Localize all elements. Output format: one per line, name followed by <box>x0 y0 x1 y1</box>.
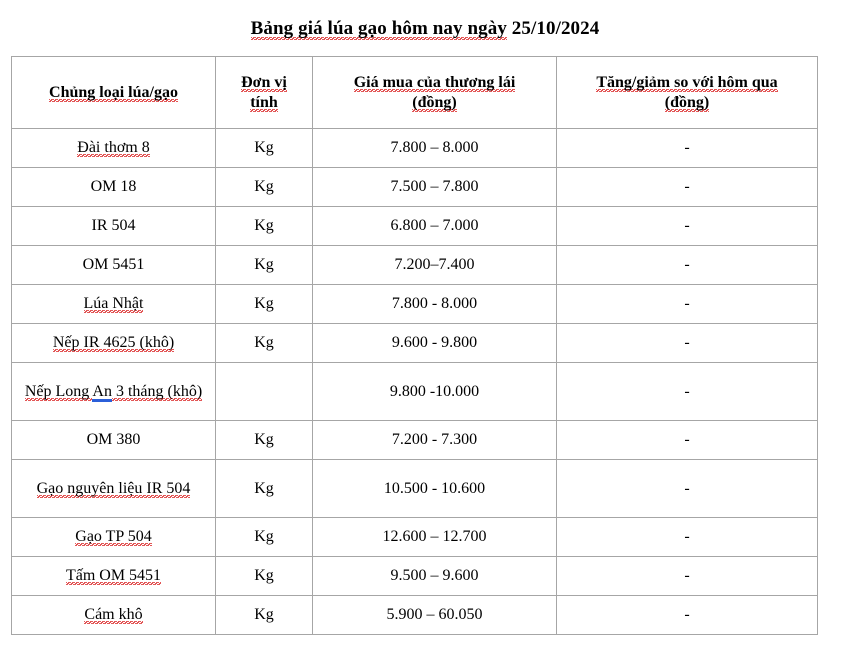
cell-unit: Kg <box>216 421 313 460</box>
column-header-delta-line1: Tăng/giảm so với hôm qua <box>596 73 778 91</box>
cell-unit: Kg <box>216 207 313 246</box>
grammar-marked-text: An <box>92 382 112 400</box>
column-header-delta-line2: (đồng) <box>664 93 710 111</box>
cell-price: 5.900 – 60.050 <box>313 596 557 635</box>
cell-price: 6.800 – 7.000 <box>313 207 557 246</box>
table-row <box>12 168 818 207</box>
cell-price: 12.600 – 12.700 <box>313 518 557 557</box>
cell-product-name <box>12 363 216 421</box>
cell-price: 9.800 -10.000 <box>313 363 557 421</box>
cell-unit: Kg <box>216 324 313 363</box>
column-header-name-label: Chủng loại lúa/gạo <box>49 83 178 101</box>
price-table <box>11 56 818 635</box>
table-row <box>12 246 818 285</box>
cell-product-name <box>12 168 216 207</box>
cell-product-name <box>12 421 216 460</box>
table-row <box>12 557 818 596</box>
cell-price: 7.500 – 7.800 <box>313 168 557 207</box>
product-name-segment: Nếp Long <box>24 382 93 400</box>
cell-price: 10.500 - 10.600 <box>313 460 557 518</box>
cell-product-name <box>12 285 216 324</box>
cell-product-name <box>12 518 216 557</box>
cell-unit: Kg <box>216 460 313 518</box>
cell-unit: Kg <box>216 129 313 168</box>
product-name-label: IR 504 <box>91 217 136 234</box>
column-header-unit <box>216 57 313 129</box>
product-name-label: OM 18 <box>90 178 137 195</box>
table-head <box>12 57 818 129</box>
cell-price: 7.800 - 8.000 <box>313 285 557 324</box>
table-row <box>12 460 818 518</box>
cell-product-name <box>12 460 216 518</box>
cell-change: - <box>557 518 818 557</box>
cell-product-name <box>12 129 216 168</box>
column-header-name <box>12 57 216 129</box>
column-header-unit-line1: Đơn vị <box>241 73 287 91</box>
cell-price: 7.200 - 7.300 <box>313 421 557 460</box>
product-name-label: Lúa Nhật <box>83 295 144 312</box>
cell-change: - <box>557 129 818 168</box>
cell-change: - <box>557 324 818 363</box>
cell-unit: Kg <box>216 246 313 285</box>
cell-unit: Kg <box>216 596 313 635</box>
table-body <box>12 129 818 635</box>
table-row <box>12 421 818 460</box>
product-name-label: Tấm OM 5451 <box>65 567 162 584</box>
column-header-price-line1: Giá mua của thương lái <box>353 73 516 91</box>
table-row <box>12 363 818 421</box>
cell-unit: Kg <box>216 285 313 324</box>
table-row <box>12 518 818 557</box>
cell-change: - <box>557 285 818 324</box>
cell-product-name <box>12 596 216 635</box>
column-header-price-line2: (đồng) <box>412 93 457 111</box>
table-row <box>12 324 818 363</box>
column-header-price <box>313 57 557 129</box>
cell-price: 9.500 – 9.600 <box>313 557 557 596</box>
cell-price: 9.600 - 9.800 <box>313 324 557 363</box>
product-name-segment: 3 tháng (khô) <box>111 382 203 400</box>
cell-unit <box>216 363 313 421</box>
cell-price: 7.800 – 8.000 <box>313 129 557 168</box>
product-name-label: OM 5451 <box>82 256 145 273</box>
product-name-label: OM 380 <box>86 431 141 448</box>
cell-unit: Kg <box>216 518 313 557</box>
price-table-container <box>11 56 817 635</box>
cell-product-name <box>12 207 216 246</box>
product-name-label: Gạo nguyên liệu IR 504 <box>36 479 191 497</box>
product-name-label: Nếp IR 4625 (khô) <box>52 334 175 351</box>
cell-change: - <box>557 596 818 635</box>
product-name-label: Gạo TP 504 <box>75 528 152 545</box>
cell-change: - <box>557 168 818 207</box>
cell-unit: Kg <box>216 557 313 596</box>
title-bar <box>0 0 850 50</box>
product-name-label: Đài thơm 8 <box>77 139 150 156</box>
cell-change: - <box>557 557 818 596</box>
cell-unit: Kg <box>216 168 313 207</box>
table-row <box>12 285 818 324</box>
cell-product-name <box>12 246 216 285</box>
cell-change: - <box>557 207 818 246</box>
table-header-row <box>12 57 818 129</box>
table-row <box>12 596 818 635</box>
cell-product-name <box>12 557 216 596</box>
cell-change: - <box>557 421 818 460</box>
page-title <box>251 17 600 41</box>
cell-product-name <box>12 324 216 363</box>
table-row <box>12 207 818 246</box>
cell-price: 7.200–7.400 <box>313 246 557 285</box>
table-row <box>12 129 818 168</box>
page-title-spellchecked-text: Bảng giá lúa gạo hôm nay ngày <box>250 18 507 39</box>
cell-change: - <box>557 460 818 518</box>
product-name-label: Cám khô <box>84 606 143 623</box>
column-header-delta <box>557 57 818 129</box>
cell-change: - <box>557 246 818 285</box>
page-title-date-value: 25/10/2024 <box>511 18 600 39</box>
column-header-unit-line2: tính <box>250 93 278 111</box>
cell-change: - <box>557 363 818 421</box>
